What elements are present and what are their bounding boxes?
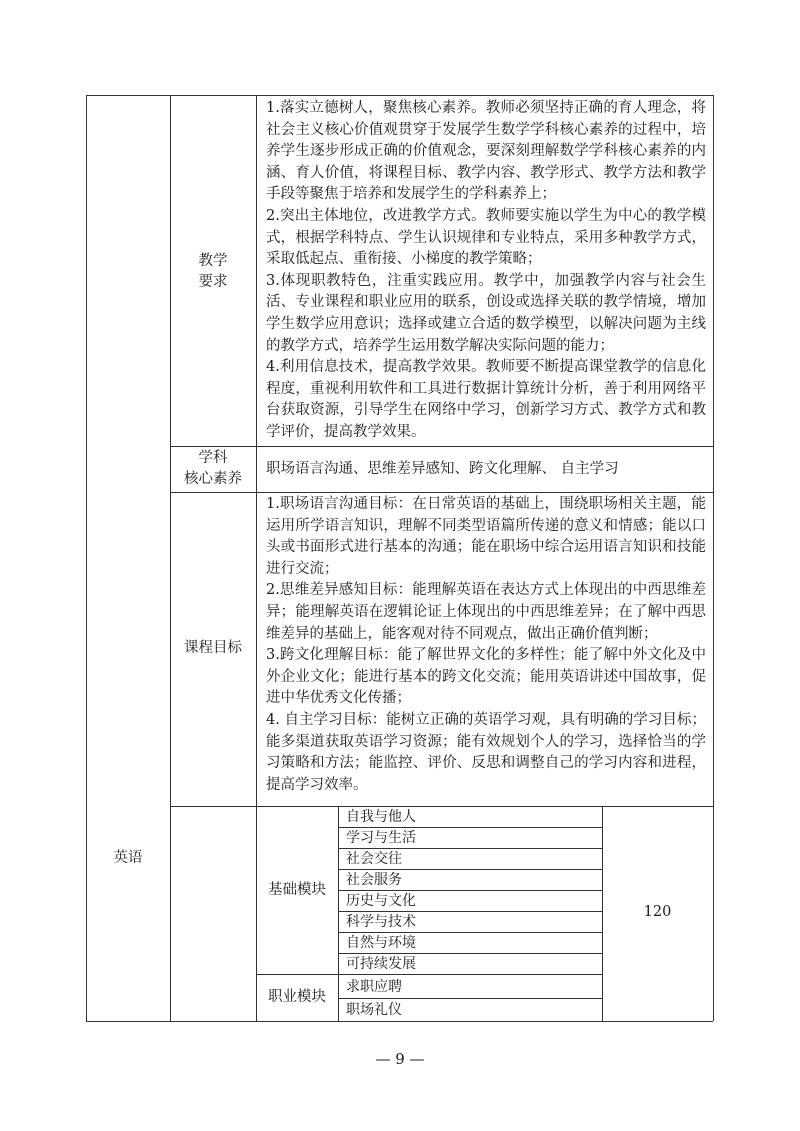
module-hours: 120 bbox=[643, 904, 672, 920]
topic-cell: 可持续发展 bbox=[346, 956, 416, 972]
table-bottom-border bbox=[86, 1021, 713, 1022]
row-divider-requirements bbox=[170, 446, 713, 447]
table-left-border bbox=[86, 95, 87, 1021]
topic-cell: 自我与他人 bbox=[346, 809, 416, 825]
requirements-content bbox=[266, 98, 706, 444]
core-literacy-value: 职场语言沟通、思维差异感知、跨文化理解、 自主学习 bbox=[266, 461, 619, 477]
table-top-border bbox=[86, 95, 713, 96]
requirements-label-line1: 教学 bbox=[198, 253, 228, 269]
course-goals-label: 课程目标 bbox=[184, 640, 242, 656]
row-divider-course-goals bbox=[170, 806, 713, 807]
course-goal-item: 3.跨文化理解目标：能了解世界文化的多样性；能了解中外文化及中外企业文化；能进行基本的跨文化交流；能用英语讲述中国故事，促进中华优秀文化传播； bbox=[266, 647, 706, 707]
requirement-item: 3.体现职教特色，注重实践应用。教学中，加强教学内容与社会生活、专业课程和职业应用的联系，创设或选择关联的教学情境，增加学生数学应用意识；选择或建立合适的数学模型，以解决问题为主线的教学方式，培养学生运用数学解决实际问题的能力； bbox=[266, 272, 706, 354]
vocational-module-label: 职业模块 bbox=[268, 989, 326, 1005]
requirements-label-line2: 要求 bbox=[198, 274, 228, 290]
topic-cell: 社会服务 bbox=[346, 872, 402, 888]
column-divider-topics bbox=[338, 806, 339, 1021]
course-goal-item: 2.思维差异感知目标：能理解英语在表达方式上体现出的中西思维差异；能理解英语在逻辑论证上体现出的中西思维差异；在了解中西思维差异的基础上，能客观对待不同观点，做出正确价值判断； bbox=[266, 582, 706, 642]
core-literacy-label-line2: 核心素养 bbox=[184, 471, 242, 487]
topic-cell: 历史与文化 bbox=[346, 893, 416, 909]
topic-cell: 学习与生活 bbox=[346, 830, 416, 846]
subject-name: 英语 bbox=[113, 850, 143, 866]
topic-cell: 职场礼仪 bbox=[346, 1002, 402, 1018]
topic-cell: 社会交往 bbox=[346, 851, 402, 867]
course-goals-content bbox=[266, 494, 706, 796]
column-divider-subject bbox=[170, 95, 171, 1021]
core-literacy-label-line1: 学科 bbox=[198, 450, 228, 466]
requirement-item: 4.利用信息技术，提高教学效果。教师要不断提高课堂教学的信息化程度，重视利用软件和工具进行数据计算统计分析，善于利用网络平台获取资源，引导学生在网络中学习，创新学习方式、教学方式和教学评价，提高教学效果。 bbox=[266, 359, 706, 440]
topic-cell: 自然与环境 bbox=[346, 935, 416, 951]
course-goal-item: 4. 自主学习目标：能树立正确的英语学习观，具有明确的学习目标；能多渠道获取英语学习资源；能有效规划个人的学习，选择恰当的学习策略和方法；能监控、评价、反思和调整自己的学习内容和进程，提高学习效率。 bbox=[266, 711, 706, 793]
topic-cell: 求职应聘 bbox=[346, 979, 402, 995]
topic-cell: 科学与技术 bbox=[346, 914, 416, 930]
requirement-item: 2.突出主体地位，改进教学方式。教师要实施以学生为中心的教学模式，根据学科特点、学生认识规律和专业特点，采用多种教学方式，采取低起点、重衔接、小梯度的教学策略； bbox=[266, 207, 706, 268]
topic-divider bbox=[338, 998, 602, 999]
requirement-item: 1.落实立德树人，聚焦核心素养。教师必须坚持正确的育人理念，将社会主义核心价值观贯穿于发展学生数学学科核心素养的过程中，培养学生逐步形成正确的价值观念，要深刻理解数学学科核心素养的内涵、育人价值，将课程目标、教学内容、教学形式、教学方法和教学手段等聚焦于培养和发展学生的学科素养上； bbox=[266, 100, 706, 203]
row-divider-core-literacy bbox=[170, 492, 713, 493]
basic-module-label: 基础模块 bbox=[268, 882, 326, 898]
course-goal-item: 1.职场语言沟通目标：在日常英语的基础上，围绕职场相关主题，能运用所学语言知识，理解不同类型语篇所传递的意义和情感；能以口头或书面形式进行基本的沟通；能在职场中综合运用语言知识和技能进行交流； bbox=[266, 496, 706, 577]
page-number: — 9 — bbox=[375, 1050, 425, 1068]
row-divider-modules bbox=[256, 974, 602, 975]
table-right-border bbox=[713, 95, 714, 1021]
